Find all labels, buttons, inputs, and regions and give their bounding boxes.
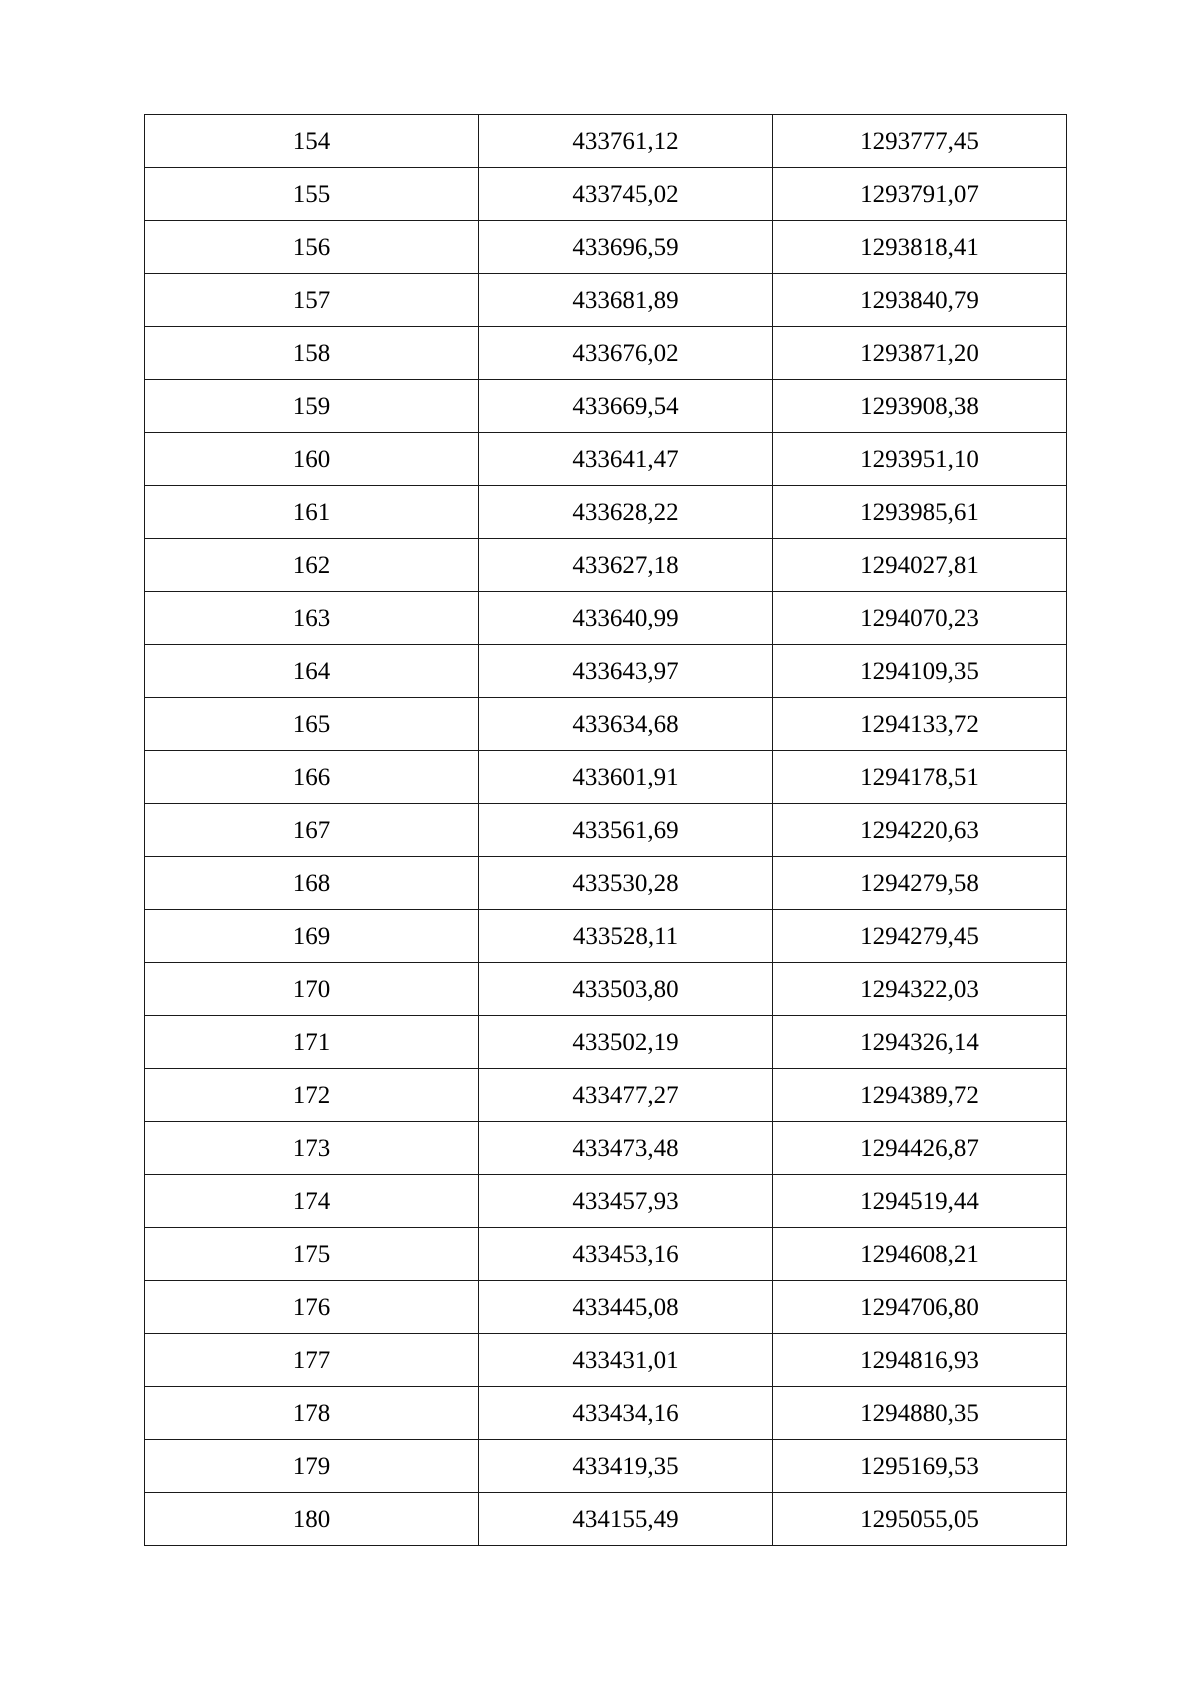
y-coordinate-cell: 1293871,20 [773, 327, 1067, 380]
y-coordinate-cell: 1295055,05 [773, 1493, 1067, 1546]
point-number-cell: 161 [145, 486, 479, 539]
point-number-cell: 168 [145, 857, 479, 910]
x-coordinate-cell: 433669,54 [479, 380, 773, 433]
x-coordinate-cell: 433502,19 [479, 1016, 773, 1069]
table-row [145, 115, 1067, 168]
point-number-cell: 154 [145, 115, 479, 168]
table-row [145, 963, 1067, 1016]
table-row [145, 1440, 1067, 1493]
y-coordinate-cell: 1294070,23 [773, 592, 1067, 645]
x-coordinate-cell: 433561,69 [479, 804, 773, 857]
x-coordinate-cell: 433641,47 [479, 433, 773, 486]
x-coordinate-cell: 433640,99 [479, 592, 773, 645]
y-coordinate-cell: 1294109,35 [773, 645, 1067, 698]
point-number-cell: 170 [145, 963, 479, 1016]
y-coordinate-cell: 1293818,41 [773, 221, 1067, 274]
x-coordinate-cell: 433528,11 [479, 910, 773, 963]
table-row [145, 380, 1067, 433]
point-number-cell: 169 [145, 910, 479, 963]
coordinates-table-body [145, 115, 1067, 1546]
x-coordinate-cell: 433745,02 [479, 168, 773, 221]
x-coordinate-cell: 434155,49 [479, 1493, 773, 1546]
x-coordinate-cell: 433628,22 [479, 486, 773, 539]
y-coordinate-cell: 1293777,45 [773, 115, 1067, 168]
table-row [145, 698, 1067, 751]
point-number-cell: 172 [145, 1069, 479, 1122]
table-row [145, 1387, 1067, 1440]
x-coordinate-cell: 433601,91 [479, 751, 773, 804]
table-row [145, 645, 1067, 698]
table-row [145, 1122, 1067, 1175]
point-number-cell: 177 [145, 1334, 479, 1387]
document-page [144, 114, 1066, 1546]
table-row [145, 1069, 1067, 1122]
point-number-cell: 155 [145, 168, 479, 221]
x-coordinate-cell: 433634,68 [479, 698, 773, 751]
point-number-cell: 156 [145, 221, 479, 274]
point-number-cell: 166 [145, 751, 479, 804]
table-row [145, 221, 1067, 274]
table-row [145, 751, 1067, 804]
y-coordinate-cell: 1293985,61 [773, 486, 1067, 539]
table-row [145, 168, 1067, 221]
point-number-cell: 173 [145, 1122, 479, 1175]
x-coordinate-cell: 433627,18 [479, 539, 773, 592]
point-number-cell: 174 [145, 1175, 479, 1228]
x-coordinate-cell: 433477,27 [479, 1069, 773, 1122]
x-coordinate-cell: 433434,16 [479, 1387, 773, 1440]
table-row [145, 804, 1067, 857]
point-number-cell: 178 [145, 1387, 479, 1440]
y-coordinate-cell: 1294519,44 [773, 1175, 1067, 1228]
y-coordinate-cell: 1293791,07 [773, 168, 1067, 221]
x-coordinate-cell: 433445,08 [479, 1281, 773, 1334]
x-coordinate-cell: 433530,28 [479, 857, 773, 910]
table-row [145, 1228, 1067, 1281]
y-coordinate-cell: 1293908,38 [773, 380, 1067, 433]
x-coordinate-cell: 433457,93 [479, 1175, 773, 1228]
x-coordinate-cell: 433503,80 [479, 963, 773, 1016]
table-row [145, 857, 1067, 910]
y-coordinate-cell: 1295169,53 [773, 1440, 1067, 1493]
point-number-cell: 180 [145, 1493, 479, 1546]
point-number-cell: 157 [145, 274, 479, 327]
y-coordinate-cell: 1294816,93 [773, 1334, 1067, 1387]
y-coordinate-cell: 1294322,03 [773, 963, 1067, 1016]
table-row [145, 1175, 1067, 1228]
table-row [145, 1016, 1067, 1069]
table-row [145, 1493, 1067, 1546]
y-coordinate-cell: 1294133,72 [773, 698, 1067, 751]
point-number-cell: 158 [145, 327, 479, 380]
x-coordinate-cell: 433453,16 [479, 1228, 773, 1281]
x-coordinate-cell: 433696,59 [479, 221, 773, 274]
point-number-cell: 165 [145, 698, 479, 751]
x-coordinate-cell: 433676,02 [479, 327, 773, 380]
point-number-cell: 162 [145, 539, 479, 592]
y-coordinate-cell: 1294220,63 [773, 804, 1067, 857]
point-number-cell: 175 [145, 1228, 479, 1281]
point-number-cell: 179 [145, 1440, 479, 1493]
point-number-cell: 163 [145, 592, 479, 645]
x-coordinate-cell: 433643,97 [479, 645, 773, 698]
y-coordinate-cell: 1294326,14 [773, 1016, 1067, 1069]
y-coordinate-cell: 1294279,45 [773, 910, 1067, 963]
point-number-cell: 159 [145, 380, 479, 433]
x-coordinate-cell: 433473,48 [479, 1122, 773, 1175]
table-row [145, 327, 1067, 380]
y-coordinate-cell: 1294706,80 [773, 1281, 1067, 1334]
x-coordinate-cell: 433419,35 [479, 1440, 773, 1493]
y-coordinate-cell: 1294027,81 [773, 539, 1067, 592]
y-coordinate-cell: 1294608,21 [773, 1228, 1067, 1281]
point-number-cell: 171 [145, 1016, 479, 1069]
table-row [145, 592, 1067, 645]
table-row [145, 274, 1067, 327]
x-coordinate-cell: 433761,12 [479, 115, 773, 168]
y-coordinate-cell: 1294389,72 [773, 1069, 1067, 1122]
table-row [145, 433, 1067, 486]
y-coordinate-cell: 1293840,79 [773, 274, 1067, 327]
table-row [145, 910, 1067, 963]
y-coordinate-cell: 1294279,58 [773, 857, 1067, 910]
point-number-cell: 176 [145, 1281, 479, 1334]
y-coordinate-cell: 1293951,10 [773, 433, 1067, 486]
point-number-cell: 160 [145, 433, 479, 486]
table-row [145, 539, 1067, 592]
y-coordinate-cell: 1294880,35 [773, 1387, 1067, 1440]
table-row [145, 1334, 1067, 1387]
x-coordinate-cell: 433681,89 [479, 274, 773, 327]
point-number-cell: 164 [145, 645, 479, 698]
point-number-cell: 167 [145, 804, 479, 857]
x-coordinate-cell: 433431,01 [479, 1334, 773, 1387]
table-row [145, 1281, 1067, 1334]
y-coordinate-cell: 1294178,51 [773, 751, 1067, 804]
coordinates-table [144, 114, 1067, 1546]
y-coordinate-cell: 1294426,87 [773, 1122, 1067, 1175]
table-row [145, 486, 1067, 539]
